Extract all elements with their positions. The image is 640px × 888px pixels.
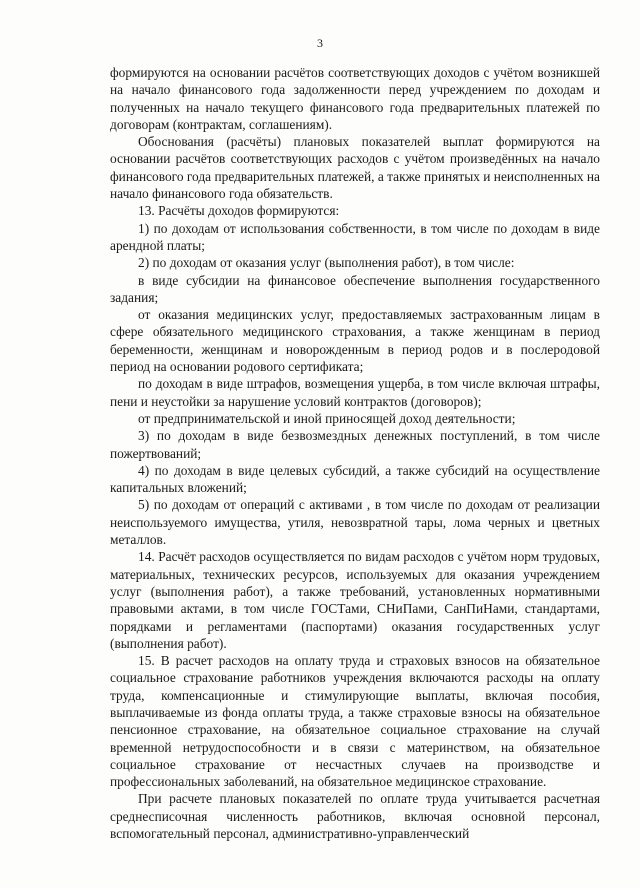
document-body [110,64,600,842]
list-item-4: 4) по доходам в виде целевых субсидий, а также субсидий на осуществление капитальных вложений; [110,462,600,496]
list-item-2: 2) по доходам от оказания услуг (выполнения работ), в том числе: [138,255,515,271]
list-item-3: 3) по доходам в виде безвозмездных денежных поступлений, в том числе пожертвований; [110,428,600,461]
list-item-1: 1) по доходам от использования собственности, в том числе по доходам в виде арендной платы; [110,220,600,253]
page-number: 3 [317,36,323,50]
paragraph-payments-justification: Обоснования (расчёты) плановых показателей выплат формируются на основании расчётов соответствующих расходов с учётом произведённых на начало финансового года предварительных платежей, а также принятых и неисполненных на начало финансового года обязательств. [110,134,600,202]
list-item-5: 5) по доходам от операций с активами , в том числе по доходам от реализации неиспользуемого имущества, утиля, невозвратной тары, лома черных и цветных металлов. [110,497,600,548]
list-subitem-business: от предпринимательской и иной приносящей доход деятельности; [138,410,516,426]
list-subitem-subsidy: в виде субсидии на финансовое обеспечение выполнения государственного задания; [110,272,600,305]
paragraph-15: 15. В расчет расходов на оплату труда и страховых взносов на обязательное социальное страхование работников учреждения включаются расходы на оплату труда, компенсационные и стимулирующие выплаты, включая пособия, выплачиваемые из фонда оплаты труда, а также страховые взносы на обязательное пенсионное страхование, на обязательное социальное страхование на случай временной нетрудоспособности и в связи с материнством, на обязательное социальное страхование от несчастных случаев на производстве и профессиональных заболеваний, на обязательное медицинское страхование. [110,653,600,790]
paragraph-13-heading: 13. Расчёты доходов формируются: [138,203,340,219]
paragraph-labor-planning: При расчете плановых показателей по оплате труда учитывается расчетная среднесписочная численность работников, включая основной персонал, вспомогательный персонал, административно-управленческий [110,791,600,842]
paragraph-continuation: формируются на основании расчётов соответствующих доходов с учётом возникшей на начало финансового года задолженности перед учреждением по доходам и полученных на начало текущего финансового года предварительных платежей по договорам (контрактам, соглашениям). [110,65,600,132]
paragraph-14: 14. Расчёт расходов осуществляется по видам расходов с учётом норм трудовых, материальных, технических ресурсов, используемых для оказания учреждением услуг (выполнения работ), а также требований, установленных нормативными правовыми актами, в том числе ГОСТами, СНиПами, СанПиНами, стандартами, порядками и регламентами (паспортами) оказания государственных услуг (выполнения работ). [110,549,600,651]
list-subitem-fines: по доходам в виде штрафов, возмещения ущерба, в том числе включая штрафы, пени и неустойки за нарушение условий контрактов (договоров); [110,376,600,409]
list-subitem-medical: от оказания медицинских услуг, предоставляемых застрахованным лицам в сфере обязательного медицинского страхования, а также женщинам в период беременности, женщинам и новорожденным в период родов и в послеродовой период на основании родового сертификата; [110,307,600,375]
